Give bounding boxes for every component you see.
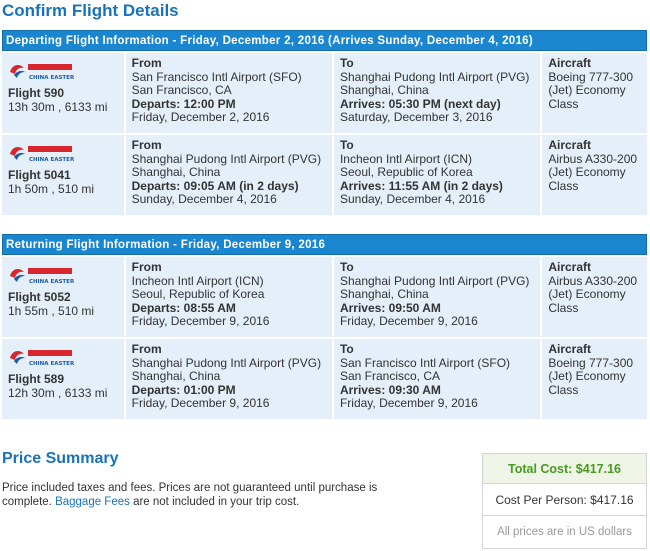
departing-header: Departing Flight Information - Friday, December 2, 2016 (Arrives Sunday, December 4, 2016) bbox=[2, 30, 647, 51]
arrives-time: Arrives: 05:30 PM (next day) bbox=[339, 96, 501, 111]
price-summary-title: Price Summary bbox=[2, 450, 119, 467]
aircraft-model: Airbus A330-200 bbox=[548, 273, 638, 288]
svg-text:CHINA EASTERN: CHINA EASTERN bbox=[29, 361, 74, 367]
aircraft-model: Airbus A330-200 bbox=[548, 151, 638, 166]
to-cell bbox=[334, 257, 540, 337]
aircraft-cell bbox=[542, 53, 647, 133]
from-cell bbox=[126, 339, 332, 419]
aircraft-class: (Jet) Economy bbox=[548, 165, 626, 179]
china-eastern-logo bbox=[8, 346, 74, 368]
aircraft-cell bbox=[542, 135, 647, 215]
flight-row bbox=[2, 53, 647, 133]
price-disclaimer bbox=[2, 481, 412, 509]
depart-date: Friday, December 9, 2016 bbox=[131, 396, 270, 410]
flight-number: Flight 5052 bbox=[8, 290, 71, 304]
departs-time: Departs: 01:00 PM bbox=[131, 382, 236, 397]
aircraft-class-suffix: Class bbox=[548, 300, 579, 315]
flight-duration: 1h 55m , 510 mi bbox=[8, 303, 95, 318]
arrives-time: Arrives: 09:50 AM bbox=[339, 300, 441, 315]
to-label: To bbox=[339, 138, 354, 152]
to-city: Shanghai, China bbox=[339, 287, 429, 301]
from-city: Shanghai, China bbox=[131, 369, 221, 383]
total-cost: Total Cost: $417.16 bbox=[483, 454, 646, 484]
to-airport: Shanghai Pudong Intl Airport (PVG) bbox=[339, 273, 530, 288]
from-label: From bbox=[131, 342, 162, 356]
aircraft-class: (Jet) Economy bbox=[548, 369, 626, 383]
aircraft-label: Aircraft bbox=[548, 138, 591, 152]
to-airport: Shanghai Pudong Intl Airport (PVG) bbox=[339, 69, 530, 84]
cost-summary-box bbox=[482, 453, 647, 549]
arrives-time: Arrives: 11:55 AM (in 2 days) bbox=[339, 178, 503, 193]
from-airport: Incheon Intl Airport (ICN) bbox=[131, 273, 264, 288]
to-city: Seoul, Republic of Korea bbox=[339, 165, 473, 179]
aircraft-label: Aircraft bbox=[548, 342, 591, 356]
airline-cell bbox=[2, 135, 124, 215]
from-cell bbox=[126, 257, 332, 337]
aircraft-class: (Jet) Economy bbox=[548, 287, 626, 301]
depart-date: Friday, December 9, 2016 bbox=[131, 314, 270, 328]
aircraft-model: Boeing 777-300 bbox=[548, 355, 634, 370]
svg-text:CHINA EASTERN: CHINA EASTERN bbox=[29, 279, 74, 285]
aircraft-cell bbox=[542, 257, 647, 337]
china-eastern-logo bbox=[8, 60, 74, 82]
arrive-date: Friday, December 9, 2016 bbox=[339, 396, 478, 410]
aircraft-class-suffix: Class bbox=[548, 178, 579, 193]
aircraft-label: Aircraft bbox=[548, 260, 591, 274]
china-eastern-logo bbox=[8, 142, 74, 164]
aircraft-cell bbox=[542, 339, 647, 419]
flight-number: Flight 5041 bbox=[8, 168, 71, 182]
depart-date: Sunday, December 4, 2016 bbox=[131, 192, 277, 206]
flight-duration: 1h 50m , 510 mi bbox=[8, 181, 95, 196]
from-cell bbox=[126, 53, 332, 133]
price-disclaimer-text: Price included taxes and fees. Prices are not guaranteed until purchase is complete. bbox=[2, 482, 378, 508]
cost-per-person: Cost Per Person: $417.16 bbox=[483, 484, 646, 516]
from-label: From bbox=[131, 56, 162, 70]
flight-duration: 12h 30m , 6133 mi bbox=[8, 385, 108, 400]
aircraft-model: Boeing 777-300 bbox=[548, 69, 634, 84]
from-label: From bbox=[131, 138, 162, 152]
returning-section bbox=[2, 234, 647, 419]
aircraft-class: (Jet) Economy bbox=[548, 83, 626, 97]
to-city: San Francisco, CA bbox=[339, 369, 441, 383]
departs-time: Departs: 12:00 PM bbox=[131, 96, 236, 111]
arrives-time: Arrives: 09:30 AM bbox=[339, 382, 441, 397]
arrive-date: Sunday, December 4, 2016 bbox=[339, 192, 486, 206]
departs-time: Departs: 09:05 AM (in 2 days) bbox=[131, 178, 299, 193]
svg-text:CHINA EASTERN: CHINA EASTERN bbox=[29, 157, 74, 163]
aircraft-class-suffix: Class bbox=[548, 382, 579, 397]
from-city: Seoul, Republic of Korea bbox=[131, 287, 265, 301]
price-disclaimer-suffix: are not included in your trip cost. bbox=[133, 496, 300, 508]
to-airport: San Francisco Intl Airport (SFO) bbox=[339, 355, 511, 370]
to-label: To bbox=[339, 260, 354, 274]
to-cell bbox=[334, 53, 540, 133]
from-label: From bbox=[131, 260, 162, 274]
from-airport: San Francisco Intl Airport (SFO) bbox=[131, 69, 302, 84]
aircraft-label: Aircraft bbox=[548, 56, 591, 70]
airline-cell bbox=[2, 53, 124, 133]
to-label: To bbox=[339, 342, 354, 356]
flight-number: Flight 589 bbox=[8, 372, 65, 386]
airline-cell bbox=[2, 339, 124, 419]
to-cell bbox=[334, 339, 540, 419]
from-city: Shanghai, China bbox=[131, 165, 221, 179]
flight-number: Flight 590 bbox=[8, 86, 65, 100]
to-cell bbox=[334, 135, 540, 215]
flight-row bbox=[2, 257, 647, 337]
china-eastern-logo bbox=[8, 264, 74, 286]
depart-date: Friday, December 2, 2016 bbox=[131, 110, 270, 124]
flight-row bbox=[2, 135, 647, 215]
airline-cell bbox=[2, 257, 124, 337]
from-airport: Shanghai Pudong Intl Airport (PVG) bbox=[131, 355, 322, 370]
aircraft-class-suffix: Class bbox=[548, 96, 579, 111]
from-city: San Francisco, CA bbox=[131, 83, 232, 97]
to-airport: Incheon Intl Airport (ICN) bbox=[339, 151, 473, 166]
flight-duration: 13h 30m , 6133 mi bbox=[8, 99, 108, 114]
arrive-date: Saturday, December 3, 2016 bbox=[339, 110, 493, 124]
svg-text:CHINA EASTERN: CHINA EASTERN bbox=[29, 75, 74, 81]
baggage-fees-link[interactable]: Baggage Fees bbox=[55, 496, 130, 508]
from-cell bbox=[126, 135, 332, 215]
to-city: Shanghai, China bbox=[339, 83, 429, 97]
flight-row bbox=[2, 339, 647, 419]
departing-section bbox=[2, 30, 647, 215]
arrive-date: Friday, December 9, 2016 bbox=[339, 314, 478, 328]
page-title: Confirm Flight Details bbox=[2, 1, 179, 20]
departs-time: Departs: 08:55 AM bbox=[131, 300, 236, 315]
returning-header: Returning Flight Information - Friday, December 9, 2016 bbox=[2, 234, 647, 255]
currency-note: All prices are in US dollars bbox=[497, 526, 632, 538]
to-label: To bbox=[339, 56, 354, 70]
from-airport: Shanghai Pudong Intl Airport (PVG) bbox=[131, 151, 322, 166]
